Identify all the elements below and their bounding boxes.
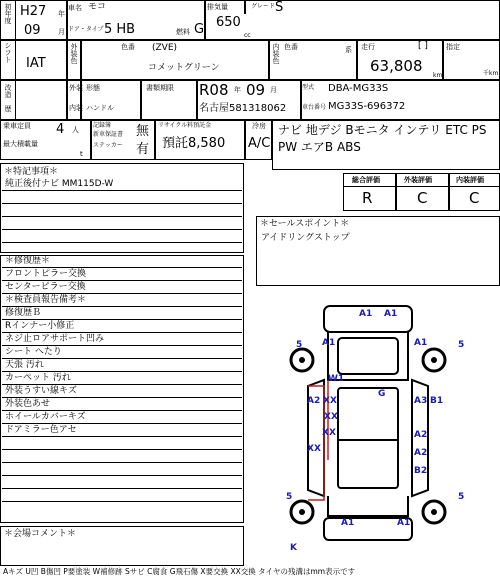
mark-left-rear-xx: XX (322, 428, 336, 438)
shape-label: 形態 (86, 84, 100, 92)
fuel-value: G (194, 22, 205, 37)
mark-right-quarter: A2 (414, 448, 428, 458)
mark-tire-rr: 5 (458, 492, 465, 502)
modify-label: 改造 (4, 84, 12, 98)
color-code-value: (ZVE) (152, 43, 178, 53)
model-name-label: 車名 (68, 4, 82, 12)
mark-left-door-xx: XX (323, 396, 337, 406)
damage-legend: Aキズ U凹 B傷凹 P要塗装 W補修跡 Sサビ C腐食 G飛石傷 X要交換 XX交換 タイヤの残溝はmm表示です (3, 567, 356, 576)
inspector-item (2, 489, 242, 502)
roof-outline (338, 388, 398, 488)
load-label: 最大積載量 (3, 140, 38, 148)
model-code-value: DBA-MG33S (328, 83, 389, 94)
recycle-value: 預託8,580 (162, 136, 226, 151)
shift-label: シフト (4, 42, 12, 63)
special-note-row: 純正後付ナビ MM115D-W (2, 178, 242, 191)
selling-point-item: アイドリングストップ (261, 233, 350, 243)
int-color-code-value: 系 (345, 46, 352, 54)
load-unit: t (80, 150, 83, 158)
mark-front-left: A1 (322, 338, 336, 348)
interior-grade-value: C (469, 189, 480, 207)
mark-tire-rl: 5 (286, 492, 293, 502)
fixed-unit: 千km (483, 70, 499, 77)
inspection-year: R08 (199, 81, 229, 99)
aircon-label: 冷房 (252, 122, 266, 130)
ext-color-label: 外装色 (70, 43, 78, 64)
sticker-value: 有 (136, 142, 150, 157)
inspector-item (2, 463, 242, 476)
handle-label: ハンドル (86, 104, 114, 112)
capacity-label: 乗車定員 (3, 122, 31, 130)
inspector-item: カーペット 汚れ (2, 372, 242, 385)
mark-right-door: A3 (414, 396, 428, 406)
total-grade-value: R (362, 189, 373, 207)
sticker-label: ステッカー (93, 142, 123, 149)
int-label: 内装 (69, 104, 83, 112)
mileage-unit: km (433, 72, 443, 79)
mark-right-rear: A2 (414, 430, 428, 440)
mark-left-quarter: XX (307, 444, 321, 454)
mark-rear-1: A1 (341, 518, 355, 528)
inspector-item (2, 437, 242, 450)
special-note-row (2, 204, 242, 217)
selling-points-title: ＊セールスポイント＊ (260, 219, 350, 229)
mark-roof: G (378, 389, 386, 399)
exterior-grade-label: 外装評価 (404, 176, 432, 184)
inspector-item: ホイールカバーキズ (2, 411, 242, 424)
mark-tire-fl: 5 (296, 340, 303, 350)
model-code-label: 型式 (302, 84, 315, 91)
special-note-row (2, 191, 242, 204)
inspector-title: ＊検査員報告備考＊ (2, 294, 242, 307)
mileage-value: 63,808 (370, 57, 423, 75)
color-name-value: コメットグリーン (148, 63, 220, 73)
grade-label: グレード (251, 3, 276, 10)
repair-title: ＊修復歴＊ (2, 255, 242, 268)
inspection-month-unit: 月 (270, 86, 277, 94)
month-value: 09 (24, 23, 41, 38)
shift-value: IAT (26, 56, 46, 71)
special-note-row (2, 230, 242, 243)
mileage-label: 走行 (361, 43, 375, 51)
doc-deadline-label: 書類期限 (146, 84, 174, 92)
inspector-item: ネジ止ロアサポート凹み (2, 333, 242, 346)
fixed-label: 指定 (446, 43, 460, 51)
mark-right-side: B1 (430, 396, 444, 406)
inspector-item: 外装色あせ (2, 398, 242, 411)
ext-label: 外装 (69, 84, 83, 92)
int-color-code-label: 色番 (284, 43, 298, 51)
special-note-row (2, 217, 242, 230)
mark-right-rear-corner: B2 (414, 466, 428, 476)
fuel-label: 燃料 (176, 28, 190, 36)
interior-grade-label: 内装評価 (456, 176, 484, 184)
inspection-year-unit: 年 (234, 86, 241, 94)
mark-tire-fr: 5 (458, 340, 465, 350)
mark-front-2: A1 (384, 309, 398, 319)
special-notes-title: ＊特記事項＊ (4, 167, 59, 177)
mileage-bracket: [ ] (418, 41, 428, 51)
inspector-item (2, 476, 242, 489)
month-unit: 月 (58, 28, 65, 36)
capacity-value: 4 (56, 122, 65, 137)
total-grade-label: 総合評価 (352, 176, 380, 184)
model-name-value: モコ (88, 2, 107, 12)
inspector-item: 修復歴Ｂ (2, 307, 242, 320)
mark-front-1: A1 (359, 309, 373, 319)
int-color-label: 内装色 (272, 43, 280, 64)
inspector-item: シート へたり (2, 346, 242, 359)
displacement-value: 650 (216, 15, 241, 30)
recycle-label: リサイクル料預託金 (158, 122, 212, 129)
inspector-item: 外装うすい線キズ (2, 385, 242, 398)
inspection-month: 09 (246, 81, 266, 99)
inspector-item: 天張 汚れ (2, 359, 242, 372)
displacement-label: 排気量 (207, 3, 228, 11)
era-label: 初年度 (4, 3, 12, 24)
door-type-label: ドア・タイプ (68, 26, 104, 33)
chassis-label: 車台番号 (302, 104, 327, 111)
mark-left-inner: XX (324, 412, 338, 422)
door-type-value: 5 HB (104, 22, 136, 37)
repair-item: フロントピラー交換 (2, 268, 242, 281)
history-label: 歴 (4, 105, 12, 112)
color-code-label: 色番 (121, 43, 135, 51)
record-value: 無 (136, 124, 150, 139)
mark-front-right: A1 (414, 338, 428, 348)
registration-value: 名古屋581318062 (199, 103, 287, 114)
repair-item: センターピラー交換 (2, 281, 242, 294)
inspector-item: Rインナー小修正 (2, 320, 242, 333)
new-warranty-label: 新車保証書 (93, 131, 124, 138)
car-damage-diagram (268, 290, 468, 552)
inspector-item: ドアミラー色アセ (2, 424, 242, 437)
mark-left-door: A2 (307, 396, 321, 406)
displacement-unit: cc (244, 32, 251, 39)
year-value: H27 (20, 4, 47, 19)
mark-rear-2: A1 (397, 518, 411, 528)
rear-outline (328, 496, 408, 516)
capacity-unit: 人 (72, 126, 79, 134)
year-unit: 年 (58, 10, 65, 18)
grade-value: S (275, 0, 284, 15)
mark-pillar: W1 (328, 374, 345, 384)
exterior-grade-value: C (417, 189, 428, 207)
aircon-value: A/C (248, 136, 271, 151)
chassis-value: MG33S-696372 (328, 101, 406, 112)
auction-comment-title: ＊会場コメント＊ (4, 529, 77, 539)
inspector-item (2, 450, 242, 463)
mark-bottom: K (290, 543, 297, 553)
equipment-value: ナビ 地デジ Bモニタ インテリ ETC PS PW エアB ABS (278, 123, 487, 154)
owner-record-label: 記録簿 (93, 122, 112, 129)
